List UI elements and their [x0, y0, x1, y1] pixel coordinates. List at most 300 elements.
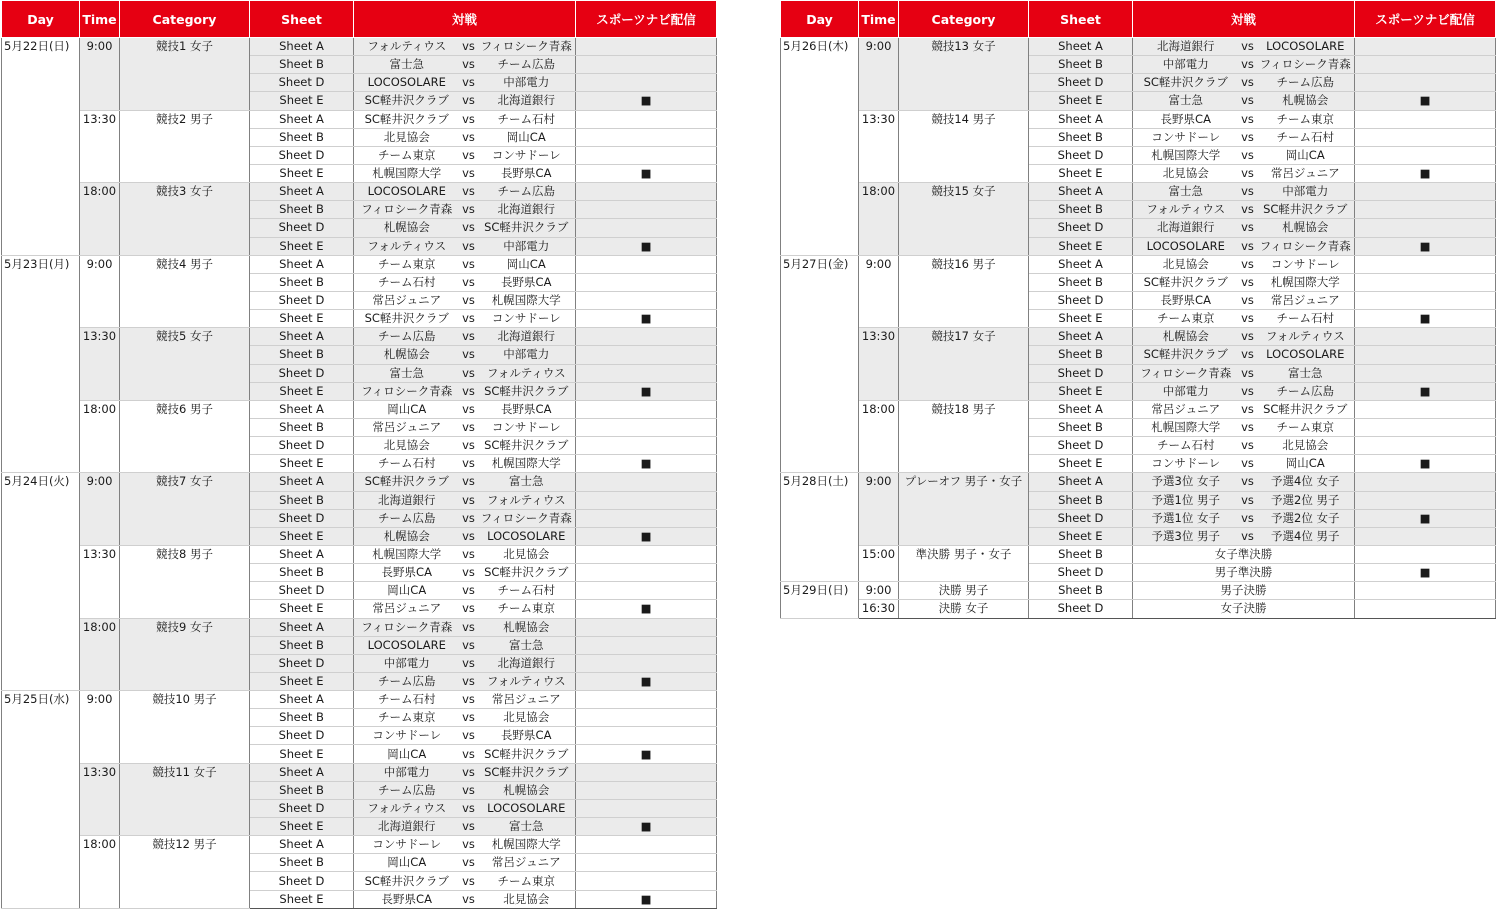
- team-b-cell: 札幌国際大学: [1257, 273, 1355, 291]
- vs-cell: vs: [1239, 509, 1257, 527]
- team-b-cell: フォルティウス: [478, 491, 576, 509]
- vs-cell: vs: [460, 255, 478, 273]
- vs-cell: vs: [1239, 455, 1257, 473]
- team-b-cell: 常呂ジュニア: [478, 691, 576, 709]
- stream-mark-cell: ■: [1355, 455, 1496, 473]
- team-a-cell: 札幌協会: [354, 219, 460, 237]
- stream-mark-cell: ■: [576, 527, 717, 545]
- stream-mark-cell: [576, 618, 717, 636]
- stream-mark-cell: [576, 727, 717, 745]
- stream-mark-cell: [1355, 364, 1496, 382]
- stream-mark-cell: ■: [576, 600, 717, 618]
- vs-cell: vs: [460, 618, 478, 636]
- team-b-cell: 中部電力: [478, 237, 576, 255]
- sheet-cell: Sheet E: [1029, 237, 1133, 255]
- header-stream: スポーツナビ配信: [1355, 1, 1496, 38]
- sheet-cell: Sheet D: [250, 437, 354, 455]
- sheet-cell: Sheet B: [1029, 491, 1133, 509]
- vs-cell: vs: [1239, 128, 1257, 146]
- team-b-cell: 富士急: [478, 818, 576, 836]
- header-row: [781, 1, 1496, 38]
- vs-cell: vs: [460, 691, 478, 709]
- team-a-cell: LOCOSOLARE: [354, 636, 460, 654]
- team-a-cell: フィロシーク青森: [354, 382, 460, 400]
- vs-cell: vs: [460, 291, 478, 309]
- sheet-cell: Sheet D: [1029, 364, 1133, 382]
- stream-mark-cell: [576, 400, 717, 418]
- vs-cell: vs: [1239, 92, 1257, 110]
- time-cell: 13:30: [859, 110, 899, 183]
- stream-mark-cell: [1355, 146, 1496, 164]
- team-a-cell: 長野県CA: [1133, 291, 1239, 309]
- stream-mark-cell: [576, 56, 717, 74]
- team-a-cell: チーム石村: [354, 691, 460, 709]
- stream-mark-cell: [576, 291, 717, 309]
- match-row: [2, 836, 717, 854]
- team-b-cell: 長野県CA: [478, 727, 576, 745]
- vs-cell: vs: [460, 636, 478, 654]
- team-a-cell: SC軽井沢クラブ: [354, 872, 460, 890]
- sheet-cell: Sheet E: [250, 310, 354, 328]
- table-header: [781, 1, 1496, 38]
- vs-cell: vs: [460, 219, 478, 237]
- team-b-cell: 常呂ジュニア: [1257, 164, 1355, 182]
- team-b-cell: チーム石村: [1257, 310, 1355, 328]
- team-b-cell: 札幌協会: [478, 618, 576, 636]
- vs-cell: vs: [460, 836, 478, 854]
- team-a-cell: コンサドーレ: [354, 727, 460, 745]
- team-a-cell: 長野県CA: [1133, 110, 1239, 128]
- stream-mark-cell: [1355, 418, 1496, 436]
- sheet-cell: Sheet E: [1029, 164, 1133, 182]
- team-a-cell: 札幌協会: [1133, 328, 1239, 346]
- team-b-cell: 常呂ジュニア: [1257, 291, 1355, 309]
- team-b-cell: 札幌国際大学: [478, 836, 576, 854]
- sheet-cell: Sheet A: [250, 110, 354, 128]
- team-b-cell: SC軽井沢クラブ: [478, 763, 576, 781]
- vs-cell: vs: [460, 745, 478, 763]
- match-row: [781, 328, 1496, 346]
- team-b-cell: 岡山CA: [478, 128, 576, 146]
- header-row: [2, 1, 717, 38]
- team-a-cell: 札幌協会: [354, 527, 460, 545]
- team-a-cell: フォルティウス: [354, 38, 460, 56]
- team-b-cell: コンサドーレ: [478, 146, 576, 164]
- stream-mark-cell: [1355, 201, 1496, 219]
- day-cell: 5月25日(水): [2, 691, 80, 909]
- sheet-cell: Sheet B: [1029, 201, 1133, 219]
- team-b-cell: 富士急: [1257, 364, 1355, 382]
- team-a-cell: SC軽井沢クラブ: [354, 310, 460, 328]
- match-row: [2, 328, 717, 346]
- team-b-cell: 札幌協会: [1257, 92, 1355, 110]
- team-b-cell: SC軽井沢クラブ: [478, 564, 576, 582]
- sheet-cell: Sheet D: [250, 219, 354, 237]
- stream-mark-cell: ■: [576, 745, 717, 763]
- stream-mark-cell: [576, 799, 717, 817]
- team-b-cell: LOCOSOLARE: [1257, 38, 1355, 56]
- vs-cell: vs: [460, 527, 478, 545]
- time-cell: 18:00: [80, 618, 120, 691]
- team-a-cell: チーム広島: [354, 509, 460, 527]
- sheet-cell: Sheet D: [250, 582, 354, 600]
- vs-cell: vs: [1239, 146, 1257, 164]
- schedule-table-right: [780, 0, 1496, 619]
- vs-cell: vs: [460, 781, 478, 799]
- team-b-cell: フォルティウス: [478, 364, 576, 382]
- category-cell: 競技3 女子: [120, 183, 250, 256]
- team-a-cell: SC軽井沢クラブ: [354, 110, 460, 128]
- team-a-cell: 札幌協会: [354, 346, 460, 364]
- stream-mark-cell: [1355, 491, 1496, 509]
- category-cell: 競技12 男子: [120, 836, 250, 909]
- sheet-cell: Sheet E: [250, 92, 354, 110]
- vs-cell: vs: [460, 310, 478, 328]
- time-cell: 18:00: [859, 183, 899, 256]
- sheet-cell: Sheet B: [1029, 418, 1133, 436]
- team-b-cell: SC軽井沢クラブ: [478, 437, 576, 455]
- match-label-cell: 女子決勝: [1133, 600, 1355, 618]
- team-b-cell: 予選4位 男子: [1257, 527, 1355, 545]
- team-a-cell: 中部電力: [354, 763, 460, 781]
- match-row: [2, 183, 717, 201]
- stream-mark-cell: ■: [576, 92, 717, 110]
- sheet-cell: Sheet A: [250, 328, 354, 346]
- vs-cell: vs: [1239, 491, 1257, 509]
- time-cell: 16:30: [859, 600, 899, 618]
- match-label-cell: 男子準決勝: [1133, 564, 1355, 582]
- category-cell: 決勝 男子: [899, 582, 1029, 600]
- category-cell: プレーオフ 男子・女子: [899, 473, 1029, 546]
- sheet-cell: Sheet D: [1029, 564, 1133, 582]
- stream-mark-cell: [1355, 183, 1496, 201]
- team-b-cell: SC軽井沢クラブ: [478, 382, 576, 400]
- stream-mark-cell: [1355, 328, 1496, 346]
- sheet-cell: Sheet B: [250, 418, 354, 436]
- vs-cell: vs: [1239, 164, 1257, 182]
- vs-cell: vs: [1239, 273, 1257, 291]
- team-a-cell: 札幌国際大学: [354, 545, 460, 563]
- vs-cell: vs: [460, 92, 478, 110]
- match-row: [781, 183, 1496, 201]
- team-b-cell: チーム広島: [478, 183, 576, 201]
- vs-cell: vs: [460, 672, 478, 690]
- match-row: [781, 473, 1496, 491]
- stream-mark-cell: [576, 74, 717, 92]
- time-cell: 13:30: [859, 328, 899, 401]
- header-match: 対戦: [354, 1, 576, 38]
- sheet-cell: Sheet B: [250, 854, 354, 872]
- team-a-cell: 中部電力: [1133, 382, 1239, 400]
- sheet-cell: Sheet A: [1029, 38, 1133, 56]
- team-b-cell: 北海道銀行: [478, 201, 576, 219]
- vs-cell: vs: [1239, 74, 1257, 92]
- vs-cell: vs: [460, 763, 478, 781]
- match-row: [2, 763, 717, 781]
- day-cell: 5月23日(月): [2, 255, 80, 473]
- sheet-cell: Sheet A: [1029, 473, 1133, 491]
- sheet-cell: Sheet A: [250, 545, 354, 563]
- vs-cell: vs: [460, 183, 478, 201]
- stream-mark-cell: [576, 110, 717, 128]
- vs-cell: vs: [1239, 527, 1257, 545]
- vs-cell: vs: [460, 346, 478, 364]
- header-time: Time: [80, 1, 120, 38]
- team-b-cell: コンサドーレ: [1257, 255, 1355, 273]
- vs-cell: vs: [460, 564, 478, 582]
- match-row: [781, 600, 1496, 618]
- team-b-cell: チーム広島: [1257, 382, 1355, 400]
- vs-cell: vs: [460, 545, 478, 563]
- vs-cell: vs: [460, 818, 478, 836]
- time-cell: 9:00: [80, 38, 120, 111]
- day-cell: 5月28日(土): [781, 473, 859, 582]
- stream-mark-cell: [576, 872, 717, 890]
- stream-mark-cell: [576, 763, 717, 781]
- sheet-cell: Sheet A: [250, 255, 354, 273]
- team-b-cell: 長野県CA: [478, 164, 576, 182]
- team-b-cell: フィロシーク青森: [1257, 237, 1355, 255]
- time-cell: 9:00: [859, 473, 899, 546]
- sheet-cell: Sheet E: [250, 818, 354, 836]
- sheet-cell: Sheet D: [1029, 74, 1133, 92]
- sheet-cell: Sheet E: [1029, 310, 1133, 328]
- vs-cell: vs: [460, 382, 478, 400]
- vs-cell: vs: [1239, 346, 1257, 364]
- team-b-cell: 富士急: [478, 473, 576, 491]
- stream-mark-cell: [576, 854, 717, 872]
- vs-cell: vs: [460, 890, 478, 908]
- sheet-cell: Sheet A: [250, 618, 354, 636]
- team-b-cell: フィロシーク青森: [478, 509, 576, 527]
- team-b-cell: LOCOSOLARE: [478, 527, 576, 545]
- team-b-cell: 予選4位 女子: [1257, 473, 1355, 491]
- match-row: [2, 691, 717, 709]
- category-cell: 競技11 女子: [120, 763, 250, 836]
- team-a-cell: LOCOSOLARE: [354, 183, 460, 201]
- stream-mark-cell: ■: [1355, 310, 1496, 328]
- team-a-cell: コンサドーレ: [1133, 455, 1239, 473]
- stream-mark-cell: [576, 273, 717, 291]
- team-b-cell: 北海道銀行: [478, 654, 576, 672]
- team-a-cell: コンサドーレ: [1133, 128, 1239, 146]
- sheet-cell: Sheet E: [1029, 382, 1133, 400]
- stream-mark-cell: [576, 781, 717, 799]
- team-a-cell: 富士急: [354, 56, 460, 74]
- vs-cell: vs: [1239, 255, 1257, 273]
- day-cell: 5月29日(日): [781, 582, 859, 618]
- time-cell: 9:00: [859, 38, 899, 111]
- team-a-cell: SC軽井沢クラブ: [354, 473, 460, 491]
- stream-mark-cell: [576, 437, 717, 455]
- match-row: [781, 400, 1496, 418]
- sheet-cell: Sheet A: [250, 473, 354, 491]
- match-row: [2, 255, 717, 273]
- vs-cell: vs: [460, 872, 478, 890]
- vs-cell: vs: [460, 799, 478, 817]
- vs-cell: vs: [1239, 364, 1257, 382]
- team-a-cell: 常呂ジュニア: [354, 418, 460, 436]
- sheet-cell: Sheet B: [250, 781, 354, 799]
- stream-mark-cell: [576, 418, 717, 436]
- stream-mark-cell: [1355, 600, 1496, 618]
- team-a-cell: 岡山CA: [354, 745, 460, 763]
- header-day: Day: [781, 1, 859, 38]
- vs-cell: vs: [460, 455, 478, 473]
- stream-mark-cell: [576, 201, 717, 219]
- sheet-cell: Sheet E: [250, 164, 354, 182]
- stream-mark-cell: [576, 691, 717, 709]
- vs-cell: vs: [460, 509, 478, 527]
- sheet-cell: Sheet A: [250, 183, 354, 201]
- stream-mark-cell: ■: [576, 382, 717, 400]
- sheet-cell: Sheet D: [250, 146, 354, 164]
- stream-mark-cell: [576, 836, 717, 854]
- vs-cell: vs: [1239, 201, 1257, 219]
- stream-mark-cell: [1355, 38, 1496, 56]
- team-b-cell: 北海道銀行: [478, 92, 576, 110]
- sheet-cell: Sheet B: [250, 491, 354, 509]
- team-b-cell: チーム東京: [1257, 418, 1355, 436]
- sheet-cell: Sheet A: [250, 400, 354, 418]
- sheet-cell: Sheet D: [250, 364, 354, 382]
- stream-mark-cell: ■: [1355, 382, 1496, 400]
- header-category: Category: [120, 1, 250, 38]
- stream-mark-cell: [1355, 128, 1496, 146]
- sheet-cell: Sheet B: [1029, 545, 1133, 563]
- team-a-cell: 長野県CA: [354, 890, 460, 908]
- time-cell: 18:00: [80, 400, 120, 473]
- team-a-cell: 札幌国際大学: [354, 164, 460, 182]
- team-a-cell: 予選3位 男子: [1133, 527, 1239, 545]
- category-cell: 競技10 男子: [120, 691, 250, 764]
- team-b-cell: SC軽井沢クラブ: [478, 219, 576, 237]
- sheet-cell: Sheet B: [250, 636, 354, 654]
- team-a-cell: チーム東京: [354, 255, 460, 273]
- stream-mark-cell: [576, 545, 717, 563]
- team-a-cell: 常呂ジュニア: [354, 600, 460, 618]
- vs-cell: vs: [460, 854, 478, 872]
- stream-mark-cell: [576, 654, 717, 672]
- stream-mark-cell: [576, 473, 717, 491]
- team-b-cell: 北海道銀行: [478, 328, 576, 346]
- sheet-cell: Sheet E: [250, 237, 354, 255]
- category-cell: 競技13 女子: [899, 38, 1029, 111]
- team-b-cell: フィロシーク青森: [1257, 56, 1355, 74]
- vs-cell: vs: [460, 437, 478, 455]
- team-b-cell: チーム東京: [478, 872, 576, 890]
- vs-cell: vs: [1239, 291, 1257, 309]
- stream-mark-cell: [1355, 291, 1496, 309]
- category-cell: 競技1 女子: [120, 38, 250, 111]
- header-time: Time: [859, 1, 899, 38]
- stream-mark-cell: [1355, 273, 1496, 291]
- time-cell: 15:00: [859, 545, 899, 581]
- sheet-cell: Sheet D: [250, 74, 354, 92]
- schedule-body: [2, 38, 717, 909]
- team-a-cell: チーム東京: [1133, 310, 1239, 328]
- sheet-cell: Sheet A: [1029, 328, 1133, 346]
- team-b-cell: チーム石村: [478, 110, 576, 128]
- vs-cell: vs: [460, 74, 478, 92]
- sheet-cell: Sheet A: [250, 763, 354, 781]
- team-a-cell: 中部電力: [354, 654, 460, 672]
- team-a-cell: チーム広島: [354, 328, 460, 346]
- category-cell: 競技9 女子: [120, 618, 250, 691]
- team-b-cell: 北見協会: [478, 890, 576, 908]
- team-b-cell: 中部電力: [478, 346, 576, 364]
- team-a-cell: 岡山CA: [354, 400, 460, 418]
- time-cell: 18:00: [859, 400, 899, 473]
- stream-mark-cell: [1355, 110, 1496, 128]
- sheet-cell: Sheet D: [1029, 600, 1133, 618]
- vs-cell: vs: [1239, 400, 1257, 418]
- time-cell: 9:00: [859, 255, 899, 328]
- team-a-cell: LOCOSOLARE: [354, 74, 460, 92]
- team-a-cell: フィロシーク青森: [354, 201, 460, 219]
- team-a-cell: 予選1位 女子: [1133, 509, 1239, 527]
- stream-mark-cell: [1355, 219, 1496, 237]
- header-category: Category: [899, 1, 1029, 38]
- team-b-cell: 北見協会: [478, 545, 576, 563]
- match-row: [2, 473, 717, 491]
- time-cell: 9:00: [80, 473, 120, 546]
- vs-cell: vs: [460, 473, 478, 491]
- stream-mark-cell: [1355, 437, 1496, 455]
- sheet-cell: Sheet D: [1029, 146, 1133, 164]
- stream-mark-cell: [576, 636, 717, 654]
- category-cell: 競技8 男子: [120, 545, 250, 618]
- stream-mark-cell: [576, 491, 717, 509]
- header-match: 対戦: [1133, 1, 1355, 38]
- team-a-cell: 岡山CA: [354, 582, 460, 600]
- team-a-cell: フォルティウス: [354, 237, 460, 255]
- stream-mark-cell: [1355, 400, 1496, 418]
- schedule-body: [781, 38, 1496, 619]
- vs-cell: vs: [460, 146, 478, 164]
- team-a-cell: SC軽井沢クラブ: [1133, 273, 1239, 291]
- schedule-table-left: [1, 0, 717, 909]
- vs-cell: vs: [1239, 237, 1257, 255]
- vs-cell: vs: [1239, 219, 1257, 237]
- vs-cell: vs: [1239, 56, 1257, 74]
- time-cell: 13:30: [80, 328, 120, 401]
- sheet-cell: Sheet B: [1029, 582, 1133, 600]
- category-cell: 競技6 男子: [120, 400, 250, 473]
- team-b-cell: 岡山CA: [1257, 455, 1355, 473]
- category-cell: 準決勝 男子・女子: [899, 545, 1029, 581]
- match-row: [781, 38, 1496, 56]
- team-b-cell: 岡山CA: [1257, 146, 1355, 164]
- team-a-cell: 長野県CA: [354, 564, 460, 582]
- team-b-cell: 岡山CA: [478, 255, 576, 273]
- team-a-cell: 北見協会: [1133, 164, 1239, 182]
- sheet-cell: Sheet A: [1029, 110, 1133, 128]
- match-label-cell: 男子決勝: [1133, 582, 1355, 600]
- stream-mark-cell: [576, 38, 717, 56]
- sheet-cell: Sheet B: [1029, 346, 1133, 364]
- stream-mark-cell: [1355, 545, 1496, 563]
- match-row: [781, 110, 1496, 128]
- stream-mark-cell: [576, 146, 717, 164]
- category-cell: 競技16 男子: [899, 255, 1029, 328]
- stream-mark-cell: ■: [1355, 92, 1496, 110]
- sheet-cell: Sheet A: [250, 691, 354, 709]
- header-day: Day: [2, 1, 80, 38]
- team-a-cell: フィロシーク青森: [354, 618, 460, 636]
- day-cell: 5月22日(日): [2, 38, 80, 256]
- team-a-cell: チーム石村: [1133, 437, 1239, 455]
